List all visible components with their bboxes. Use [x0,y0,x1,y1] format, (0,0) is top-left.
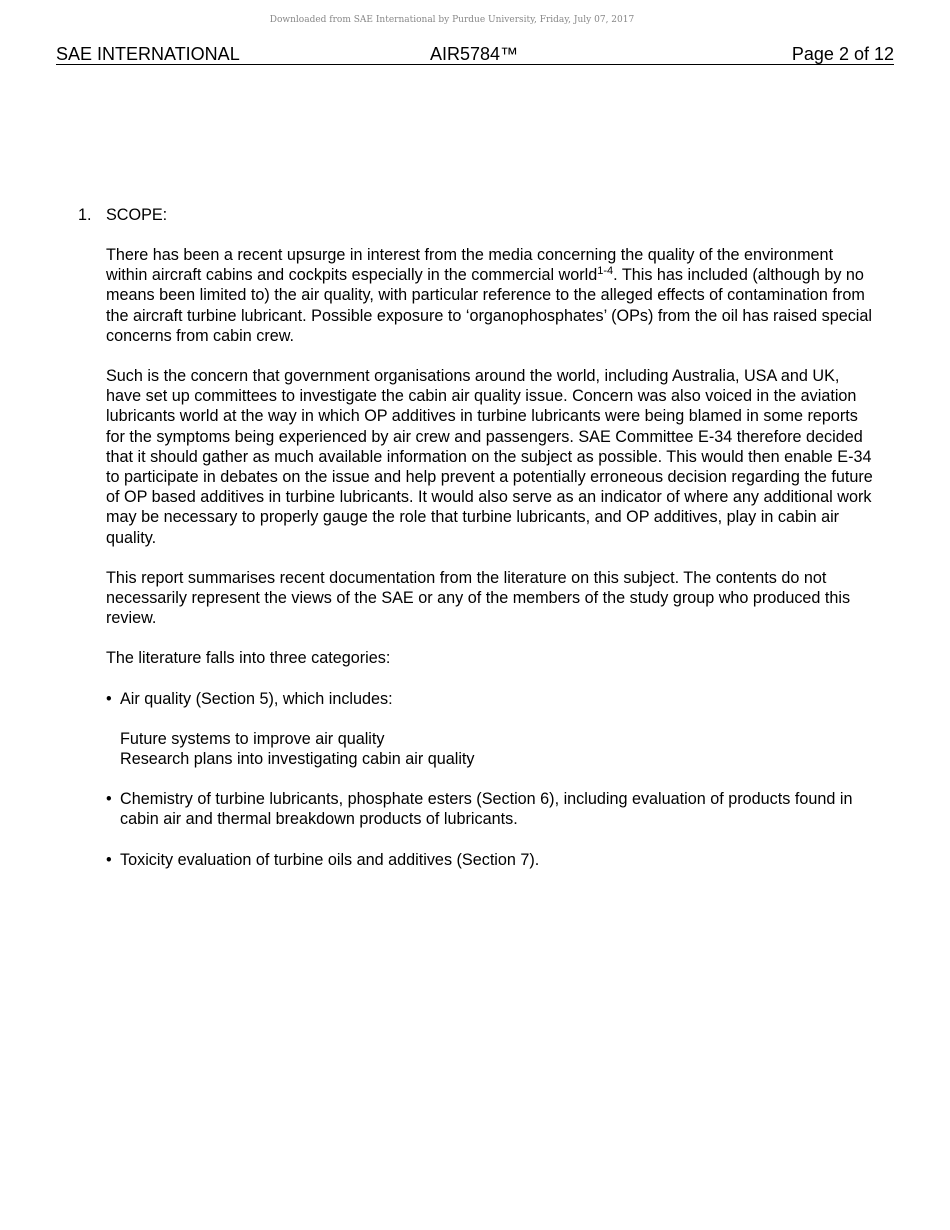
paragraph-3: This report summarises recent documentation from the literature on this subject. The contents do not necessarily represent the views of the SAE or any of the members of the study group who produced this review. [106,568,851,628]
bullet-icon: • [106,689,112,708]
section-heading [78,205,878,225]
download-watermark: Downloaded from SAE International by Purdue University, Friday, July 07, 2017 [269,15,635,25]
paragraph-1-text-b: . This has included (although by no means been limited to) the air quality, with particular reference to the alleged effects of contamination from the aircraft turbine lubricant. Possible exposure to ‘organophosphates’ (OPs) from the oil has raised special concerns from cabin crew. [106,266,873,345]
paragraph-2: Such is the concern that government organisations around the world, including Australia, USA and UK, have set up committees to investigate the cabin air quality issue. Concern was also voiced in the aviation lubricants world at the way in which OP additives in turbine lubricants were being blamed in some reports for the symptoms being experienced by air crew and passengers. SAE Committee E-34 therefore decided that it should gather as much available information on the subject as possible. This would then enable E-34 to participate in debates on the issue and help prevent a potentially erroneous decision regarding the future of OP based additives in turbine lubricants. It would also serve as an indicator of where any additional work may be necessary to properly gauge the role that turbine lubricants, and OP additives, play in cabin air quality. [106,367,873,547]
section-title: SCOPE: [106,206,168,224]
sub-list-item: Future systems to improve air quality [120,729,385,748]
sub-list [120,729,878,769]
page-header [56,44,894,65]
bullet-icon: • [106,850,112,869]
bullet-icon: • [106,790,112,809]
section-number: 1. [78,206,92,224]
list-item-text: Toxicity evaluation of turbine oils and additives (Section 7). [120,850,540,869]
header-doc-id: AIR5784™ [430,44,519,64]
list-item [106,850,878,870]
sub-list-item: Research plans into investigating cabin air quality [120,750,475,769]
paragraph-1 [106,245,878,346]
paragraph-1-text-a: There has been a recent upsurge in interest from the media concerning the quality of the environment within aircraft cabins and cockpits especially in the commercial world [106,246,834,285]
list-item-text: Air quality (Section 5), which includes: [120,689,393,708]
header-org: SAE INTERNATIONAL [56,44,240,64]
document-body [78,205,878,870]
list-item [106,789,878,829]
list-item-text: Chemistry of turbine lubricants, phosphate esters (Section 6), including evaluation of products found in cabin air and thermal breakdown products of lubricants. [120,790,853,829]
list-item [106,689,878,709]
header-page-number: Page 2 of 12 [791,44,894,64]
citation-superscript: 1-4 [597,265,614,278]
paragraph-4: The literature falls into three categories: [106,649,391,668]
